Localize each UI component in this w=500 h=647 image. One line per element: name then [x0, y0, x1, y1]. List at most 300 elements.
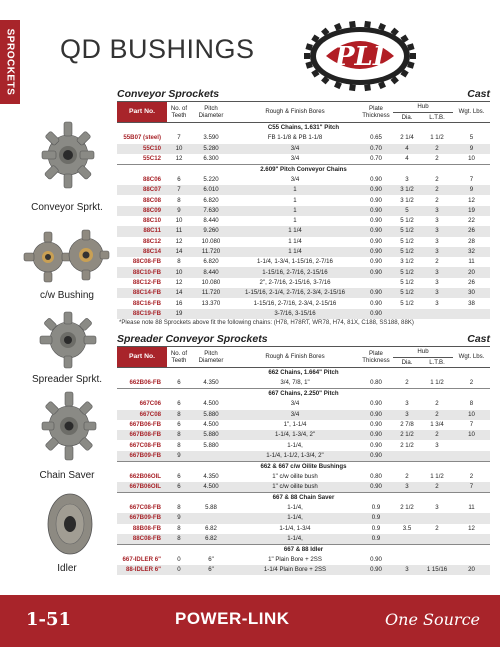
hub-dia-cell: 5 — [393, 206, 421, 216]
page-number: 1-51 — [26, 609, 72, 630]
bores-cell: 1-15/16, 2-7/16, 2-3/4, 2-15/16 — [253, 299, 337, 307]
part-no-cell: 88C09 — [117, 206, 167, 216]
group-title: 667 & 88 Idler — [117, 544, 490, 555]
conveyor-table-header — [117, 102, 490, 123]
hub-dia-cell: 5 1/2 — [393, 288, 421, 298]
bores-cell: 1", 1-1/4 — [283, 420, 307, 428]
plate-cell: 0.90 — [359, 267, 393, 277]
plate-cell: 0.90 — [359, 430, 393, 440]
bores-cell: 1-1/4, — [231, 534, 359, 545]
teeth-cell: 8 — [177, 504, 181, 512]
table-row — [117, 267, 490, 277]
weight-cell — [453, 309, 490, 319]
plate-cell — [359, 278, 393, 288]
plate-cell: 0.70 — [370, 154, 382, 162]
table-row — [117, 226, 490, 236]
part-no-cell: 667B06OIL — [117, 482, 167, 493]
teeth-cell: 0 — [177, 556, 181, 564]
hub-dia-cell — [393, 534, 421, 545]
conveyor-note: *Please note 88 Sprockets above fit the following chains: (H78, H78RT, WR78, H74, 81X, C188, SS188, 88K) — [119, 318, 414, 326]
part-no-cell: 667B09-FB — [117, 513, 167, 523]
conveyor-table — [117, 101, 490, 319]
part-no-cell: 55C12 — [143, 154, 161, 162]
bores-cell: 1 1/4 — [288, 237, 302, 245]
part-no-cell: 662B06OIL — [129, 472, 161, 480]
pitch-cell: 11.720 — [191, 247, 231, 257]
hub-ltb-cell: 2 — [435, 400, 439, 408]
weight-cell: 9 — [453, 144, 490, 154]
plate-cell: 0.90 — [359, 410, 393, 420]
hub-ltb-cell — [421, 555, 453, 565]
bores-cell: 1-15/16, 2-7/16, 2-15/16 — [231, 267, 359, 277]
hub-dia-cell: 3 — [393, 482, 421, 493]
plate-cell: 0.90 — [359, 185, 393, 195]
hub-dia-cell: 2 1/2 — [400, 441, 414, 449]
table-row — [117, 410, 490, 420]
table-row — [117, 524, 490, 534]
pitch-cell: 5.88 — [205, 504, 217, 512]
teeth-cell: 14 — [167, 247, 191, 257]
group-header-row — [117, 544, 490, 555]
part-no-cell: 88C16-FB — [132, 299, 161, 307]
table-row — [117, 185, 490, 195]
hub-ltb-cell: 3 — [421, 206, 453, 216]
col-teeth: No. of Teeth — [167, 102, 191, 123]
hub-dia-cell: 2 1/4 — [400, 134, 414, 142]
table-row — [117, 195, 490, 205]
teeth-cell: 6 — [177, 420, 181, 428]
bores-cell: 1 — [293, 196, 297, 204]
table-row — [117, 216, 490, 226]
photo-label-idler: Idler — [57, 563, 77, 574]
teeth-cell: 8 — [167, 534, 191, 545]
idler-photo — [44, 490, 96, 558]
conveyor-cast-label: Cast — [467, 88, 490, 100]
table-row — [117, 154, 490, 165]
plate-cell: 0.90 — [370, 441, 382, 449]
weight-cell: 26 — [468, 278, 475, 286]
table-row — [117, 278, 490, 288]
teeth-cell: 12 — [175, 278, 183, 286]
weight-cell — [453, 440, 490, 450]
table-row — [117, 378, 490, 389]
group-title: 667 Chains, 2.250" Pitch — [117, 389, 490, 400]
part-no-cell: 88C07 — [117, 185, 167, 195]
weight-cell: 38 — [468, 299, 475, 307]
weight-cell: 26 — [453, 226, 490, 236]
hub-ltb-cell: 2 — [435, 258, 439, 266]
teeth-cell: 8 — [177, 441, 181, 449]
hub-dia-cell: 4 — [405, 154, 409, 162]
bores-cell: FB 1-1/8 & PB 1-1/8 — [267, 134, 323, 142]
bores-cell: 1 — [293, 217, 297, 225]
weight-cell: 11 — [468, 504, 475, 512]
teeth-cell: 8 — [167, 430, 191, 440]
photo-label-chain-saver: Chain Saver — [39, 470, 95, 481]
conveyor-section-title: Conveyor Sprockets — [117, 88, 220, 100]
table-row — [117, 144, 490, 154]
table-row — [117, 133, 490, 143]
bores-cell: 1" c/w oilite bush — [272, 472, 318, 480]
hub-ltb-cell — [421, 534, 453, 545]
hub-dia-cell: 5 1/2 — [393, 247, 421, 257]
plate-cell: 0.90 — [370, 175, 382, 183]
col-wgt: Wgt. Lbs. — [453, 347, 490, 368]
teeth-cell: 10 — [175, 217, 183, 225]
bores-cell: 1-1/4, 1-3/4, 2" — [231, 430, 359, 440]
hub-dia-cell — [393, 513, 421, 523]
hub-ltb-cell: 3 — [421, 247, 453, 257]
weight-cell: 10 — [468, 154, 475, 162]
bores-cell: 3/4 — [231, 410, 359, 420]
group-title: C55 Chains, 1.631" Pitch — [117, 123, 490, 134]
bores-cell: 3/4, 7/8, 1" — [280, 379, 310, 387]
hub-dia-cell: 3.5 — [402, 524, 412, 532]
hub-ltb-cell: 2 — [421, 482, 453, 493]
teeth-cell: 6 — [167, 482, 191, 493]
table-row — [117, 309, 490, 319]
spreader-table-header — [117, 347, 490, 368]
hub-dia-cell: 2 1/2 — [393, 430, 421, 440]
bores-cell: 1-15/16, 2-1/4, 2-7/16, 2-3/4, 2-15/16 — [231, 288, 359, 298]
part-no-cell: 667C08 — [117, 410, 167, 420]
bores-cell: 1-1/4, — [287, 504, 303, 512]
table-row — [117, 440, 490, 450]
part-no-cell: 667B08-FB — [117, 430, 167, 440]
pitch-cell: 5.280 — [191, 144, 231, 154]
plate-cell: 0.9 — [359, 513, 393, 523]
plate-cell: 0.90 — [370, 556, 382, 564]
hub-dia-cell — [393, 555, 421, 565]
spreader-table — [117, 346, 490, 575]
col-bores: Rough & Finish Bores — [231, 347, 359, 368]
part-no-cell: 88B08-FB — [132, 524, 161, 532]
table-row — [117, 175, 490, 185]
pitch-cell: 8.440 — [203, 217, 219, 225]
hub-dia-cell — [393, 309, 421, 319]
bores-cell: 1 1/4 — [231, 247, 359, 257]
pitch-cell: 9.260 — [191, 226, 231, 236]
bores-cell: 1-1/4, — [287, 441, 303, 449]
table-row — [117, 247, 490, 257]
conveyor-sprockets-section — [117, 88, 490, 327]
bores-cell: 3/4 — [290, 175, 300, 183]
weight-cell: 30 — [453, 288, 490, 298]
table-row — [117, 298, 490, 308]
hub-ltb-cell: 3 — [421, 267, 453, 277]
teeth-cell: 9 — [167, 513, 191, 523]
table-row — [117, 534, 490, 545]
hub-ltb-cell: 2 — [435, 524, 439, 532]
part-no-cell: 88C12-FB — [132, 278, 161, 286]
pitch-cell: 5.880 — [191, 430, 231, 440]
plate-cell: 0.9 — [359, 534, 393, 545]
plate-cell: 0.90 — [370, 258, 382, 266]
col-hub: Hub — [393, 102, 453, 113]
plate-cell: 0.90 — [359, 482, 393, 493]
spreader-sprocket-photo — [36, 310, 100, 370]
plate-cell: 0.90 — [359, 226, 393, 236]
col-plate: Plate Thickness — [359, 347, 393, 368]
conveyor-table-body — [117, 123, 490, 319]
pitch-cell: 13.370 — [201, 299, 221, 307]
col-wgt: Wgt. Lbs. — [453, 102, 490, 123]
table-row — [117, 451, 490, 462]
weight-cell: 2 — [469, 379, 474, 387]
plate-cell: 0.90 — [370, 196, 382, 204]
hub-dia-cell: 2 — [405, 379, 409, 387]
part-no-cell: 88C12 — [143, 237, 161, 245]
plate-cell: 0.90 — [359, 309, 393, 319]
col-hub: Hub — [393, 347, 453, 358]
hub-dia-cell: 2 7/8 — [400, 420, 414, 428]
plate-cell: 0.9 — [371, 504, 381, 512]
pitch-cell — [191, 513, 231, 523]
plate-cell: 0.65 — [370, 134, 382, 142]
teeth-cell: 6 — [177, 379, 181, 387]
plate-cell: 0.90 — [370, 217, 382, 225]
group-header-row — [117, 123, 490, 134]
table-row — [117, 472, 490, 482]
plate-cell: 0.90 — [370, 420, 382, 428]
chain-saver-photo — [38, 388, 100, 464]
pitch-cell: 6.82 — [191, 534, 231, 545]
part-no-cell: 88C11 — [117, 226, 167, 236]
teeth-cell: 9 — [167, 451, 191, 462]
bores-cell: 1 — [231, 206, 359, 216]
weight-cell — [453, 534, 490, 545]
bores-cell: 3/4 — [290, 154, 300, 162]
col-hub-ltb: L.T.B. — [421, 357, 453, 368]
weight-cell: 32 — [453, 247, 490, 257]
bores-cell: 2", 2-7/16, 2-15/16, 3-7/16 — [259, 278, 331, 286]
weight-cell: 2 — [469, 472, 474, 480]
plate-cell: 0.90 — [359, 247, 393, 257]
hub-ltb-cell: 3 — [435, 504, 439, 512]
hub-ltb-cell: 2 — [421, 430, 453, 440]
hub-ltb-cell: 3 — [435, 217, 439, 225]
table-row — [117, 482, 490, 493]
hub-dia-cell: 5 1/2 — [400, 237, 414, 245]
bores-cell: 3/4 — [231, 144, 359, 154]
teeth-cell: 9 — [167, 206, 191, 216]
hub-dia-cell: 3 1/2 — [400, 196, 414, 204]
pitch-cell: 4.350 — [203, 379, 219, 387]
hub-ltb-cell: 2 — [421, 185, 453, 195]
pitch-cell: 6.82 — [205, 524, 217, 532]
pli-logo — [300, 20, 420, 92]
bores-cell: 1-1/4, 1-1/2, 1-3/4, 2" — [231, 451, 359, 462]
part-no-cell: 88C19-FB — [117, 309, 167, 319]
weight-cell: 9 — [453, 185, 490, 195]
teeth-cell: 12 — [175, 154, 183, 162]
bores-cell: 1-1/4 Plain Bore + 2SS — [231, 565, 359, 575]
group-header-row — [117, 164, 490, 175]
pitch-cell: 11.720 — [191, 288, 231, 298]
plate-cell: 0.90 — [370, 237, 382, 245]
group-header-row — [117, 461, 490, 472]
bores-cell: 1" c/w oilite bush — [231, 482, 359, 493]
bores-cell: 1 1/4 — [231, 226, 359, 236]
col-hub-ltb: L.T.B. — [421, 112, 453, 123]
pitch-cell: 5.880 — [203, 441, 219, 449]
group-header-row — [117, 389, 490, 400]
bores-cell: 1 — [231, 185, 359, 195]
part-no-cell: 667-IDLER 6" — [122, 556, 161, 564]
table-row — [117, 555, 490, 565]
part-no-cell: 667B09-FB — [117, 451, 167, 462]
weight-cell — [453, 451, 490, 462]
hub-ltb-cell: 3 — [421, 288, 453, 298]
hub-ltb-cell: 3 — [421, 226, 453, 236]
hub-ltb-cell: 2 — [421, 410, 453, 420]
hub-dia-cell: 2 — [405, 472, 409, 480]
teeth-cell: 7 — [167, 185, 191, 195]
part-no-cell: 667C08-FB — [129, 441, 161, 449]
plate-cell: 0.9 — [371, 524, 381, 532]
hub-ltb-cell: 2 — [435, 154, 439, 162]
photo-label-conveyor: Conveyor Sprkt. — [31, 202, 103, 213]
group-header-row — [117, 368, 490, 379]
photo-label-cw-bushing: c/w Bushing — [40, 290, 94, 301]
teeth-cell: 8 — [177, 196, 181, 204]
col-hub-dia: Dia. — [393, 112, 421, 123]
bores-cell: 1" Plain Bore + 2SS — [268, 556, 322, 564]
hub-dia-cell: 3 — [405, 175, 409, 183]
pitch-cell: 6" — [191, 565, 231, 575]
plate-cell: 0.90 — [359, 288, 393, 298]
table-row — [117, 420, 490, 430]
pitch-cell: 8.440 — [191, 267, 231, 277]
pitch-cell: 5.220 — [203, 175, 219, 183]
pitch-cell: 6.820 — [203, 196, 219, 204]
hub-dia-cell: 5 1/2 — [393, 267, 421, 277]
group-title: 2.609" Pitch Conveyor Chains — [117, 164, 490, 175]
hub-ltb-cell: 2 — [435, 196, 439, 204]
pitch-cell: 4.500 — [203, 400, 219, 408]
plate-cell: 0.70 — [359, 144, 393, 154]
hub-ltb-cell: 2 — [435, 175, 439, 183]
pitch-cell: 6.010 — [191, 185, 231, 195]
col-bores: Rough & Finish Bores — [231, 102, 359, 123]
part-no-cell: 88C14 — [117, 247, 167, 257]
teeth-cell: 6 — [177, 175, 181, 183]
weight-cell: 10 — [453, 430, 490, 440]
group-title: 667 & 88 Chain Saver — [117, 493, 490, 504]
hub-dia-cell: 5 1/2 — [400, 217, 414, 225]
hub-dia-cell — [393, 451, 421, 462]
hub-dia-cell: 5 1/2 — [400, 299, 414, 307]
part-no-cell: 667B06-FB — [129, 420, 161, 428]
part-no-cell: 55B07 (steel) — [123, 134, 161, 142]
pitch-cell: 4.500 — [203, 420, 219, 428]
plate-cell: 0.90 — [370, 400, 382, 408]
bores-cell: 1-1/4, — [231, 513, 359, 523]
teeth-cell: 16 — [175, 299, 183, 307]
hub-ltb-cell: 1 15/16 — [421, 565, 453, 575]
weight-cell: 12 — [468, 524, 475, 532]
hub-ltb-cell: 1 1/2 — [430, 472, 444, 480]
hub-ltb-cell: 2 — [421, 144, 453, 154]
teeth-cell: 10 — [167, 144, 191, 154]
part-no-cell: 667C06 — [139, 400, 161, 408]
table-row — [117, 503, 490, 513]
plate-cell: 0.90 — [359, 451, 393, 462]
teeth-cell: 0 — [167, 565, 191, 575]
teeth-cell: 11 — [167, 226, 191, 236]
pitch-cell: 4.500 — [191, 482, 231, 493]
col-plate: Plate Thickness — [359, 102, 393, 123]
conveyor-sprocket-photo — [38, 116, 98, 194]
table-row — [117, 565, 490, 575]
pitch-cell: 10.080 — [201, 237, 221, 245]
teeth-cell: 12 — [175, 237, 183, 245]
plate-cell: 0.80 — [370, 472, 382, 480]
hub-ltb-cell: 3 — [435, 278, 439, 286]
hub-dia-cell: 2 1/2 — [400, 504, 414, 512]
photo-label-spreader: Spreader Sprkt. — [31, 374, 103, 385]
hub-dia-cell: 4 — [393, 144, 421, 154]
part-no-cell: 88C10-FB — [117, 267, 167, 277]
hub-ltb-cell — [421, 309, 453, 319]
tagline: One Source — [385, 610, 480, 629]
part-no-cell: 88C08 — [143, 196, 161, 204]
pitch-cell — [191, 309, 231, 319]
weight-cell — [453, 513, 490, 523]
part-no-cell: 662B06-FB — [129, 379, 161, 387]
plate-cell: 0.90 — [370, 299, 382, 307]
spreader-section-title: Spreader Conveyor Sprockets — [117, 333, 268, 345]
pitch-cell: 7.630 — [191, 206, 231, 216]
hub-dia-cell: 3 1/2 — [393, 185, 421, 195]
hub-ltb-cell: 3 — [435, 441, 439, 449]
table-row — [117, 257, 490, 267]
part-no-cell: 88C10 — [143, 217, 161, 225]
section-side-tab — [0, 20, 20, 104]
side-tab-label: SPROCKETS — [4, 28, 16, 96]
part-no-cell: 88C08-FB — [117, 534, 167, 545]
hub-ltb-cell — [421, 513, 453, 523]
hub-dia-cell: 3 — [393, 410, 421, 420]
part-no-cell: 88C14-FB — [117, 288, 167, 298]
teeth-cell: 8 — [167, 410, 191, 420]
teeth-cell: 6 — [177, 472, 181, 480]
hub-dia-cell: 5 1/2 — [393, 226, 421, 236]
col-teeth: No. of Teeth — [167, 347, 191, 368]
weight-cell: 12 — [468, 196, 475, 204]
teeth-cell: 7 — [177, 134, 181, 142]
spreader-cast-label: Cast — [467, 333, 490, 345]
col-hub-dia: Dia. — [393, 357, 421, 368]
cw-bushing-photo — [22, 228, 110, 286]
plate-cell: 0.90 — [359, 206, 393, 216]
teeth-cell: 8 — [177, 524, 181, 532]
hub-dia-cell: 3 — [393, 565, 421, 575]
pitch-cell: 4.350 — [203, 472, 219, 480]
weight-cell: 11 — [468, 258, 475, 266]
weight-cell: 7 — [469, 420, 474, 428]
plate-cell: 0.90 — [359, 565, 393, 575]
hub-ltb-cell: 3 — [435, 299, 439, 307]
weight-cell: 5 — [469, 134, 474, 142]
spreader-sprockets-section — [117, 333, 490, 575]
group-header-row — [117, 493, 490, 504]
power-link-brand: POWER-LINK — [175, 609, 290, 628]
table-row — [117, 513, 490, 523]
weight-cell: 20 — [453, 267, 490, 277]
plate-cell: 0.80 — [370, 379, 382, 387]
pitch-cell: 6.820 — [203, 258, 219, 266]
